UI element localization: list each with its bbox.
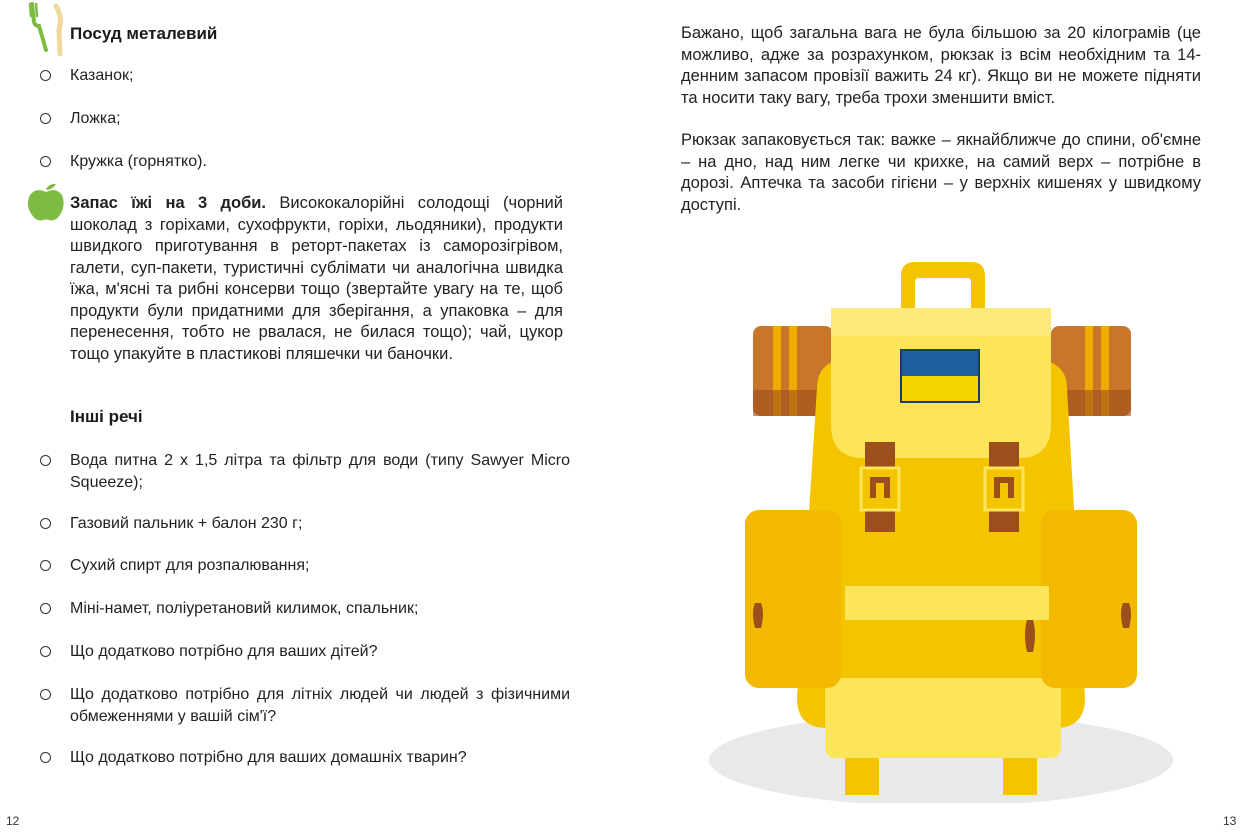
top-handle xyxy=(901,262,985,314)
bullet-circle xyxy=(40,518,51,529)
food-supply-text: Висококалорійні солодощі (чорний шоколад з горіхами, сухофрукти, горіхи, льодяники), продукти швидкого приготування в реторт-пакетах із саморозігрівом, галети, суп-пакети, туристичні сублімати чи аналогічна швидка їжа, м'ясні та рибні консерви тощо (звертайте увагу на те, щоб продукти були придатними для зберігання, а упаковка – для перенесення, тобто не рвалася, не билася тощо); чай, цукор тощо упакуйте в пластикові пляшечки чи баночки. xyxy=(70,194,563,363)
list-item: Вода питна 2 х 1,5 літра та фільтр для води (типу Sawyer Micro Squeeze); xyxy=(40,450,570,494)
foot-left xyxy=(845,753,879,795)
backpack-illustration xyxy=(705,258,1175,803)
section-heading-other: Інші речі xyxy=(70,407,143,426)
list-item: Казанок; xyxy=(40,65,570,87)
weight-paragraph: Бажано, щоб загальна вага не була більшою за 20 кілограмів (це можливо, адже за розрахунком, рюкзак із всім необхідним та 14-денним запасом провізії важить 24 кг). Якщо ви не можете підняти та носити таку вагу, треба трохи зменшити вміст. xyxy=(681,24,1201,107)
right-page xyxy=(625,0,1250,833)
bullet-circle xyxy=(40,455,51,466)
bullet-circle xyxy=(40,752,51,763)
buckle-left xyxy=(861,468,899,510)
page-number-right: 13 xyxy=(1223,814,1237,828)
list-item: Що додатково потрібно для ваших домашніх тварин? xyxy=(40,747,570,769)
foot-right xyxy=(1003,753,1037,795)
buckle-right xyxy=(985,468,1023,510)
bullet-circle xyxy=(40,560,51,571)
section-heading-utensils: Посуд металевий xyxy=(70,24,218,43)
list-item: Газовий пальник + балон 230 г; xyxy=(40,513,570,535)
bullet-circle xyxy=(40,113,51,124)
list-item: Ложка; xyxy=(40,108,570,130)
bullet-circle xyxy=(40,603,51,614)
list-item: Сухий спирт для розпалювання; xyxy=(40,555,570,577)
food-supply-paragraph xyxy=(70,193,563,365)
bullet-circle xyxy=(40,646,51,657)
bullet-circle xyxy=(40,689,51,700)
front-pocket-zipper xyxy=(845,586,1049,620)
apple-icon xyxy=(26,181,66,223)
fork-knife-icon xyxy=(26,2,68,56)
list-item: Міні-намет, поліуретановий килимок, спальник; xyxy=(40,598,570,620)
food-supply-title: Запас їжі на 3 доби. xyxy=(70,194,266,212)
list-item: Що додатково потрібно для літніх людей чи людей з фізичними обмеженнями у вашій сім'ї? xyxy=(40,684,570,728)
list-item: Що додатково потрібно для ваших дітей? xyxy=(40,641,570,663)
page-number-left: 12 xyxy=(6,814,20,828)
bullet-circle xyxy=(40,156,51,167)
list-item: Кружка (горнятко). xyxy=(40,151,570,173)
bullet-circle xyxy=(40,70,51,81)
packing-paragraph: Рюкзак запаковується так: важке – якнайближче до спини, об'ємне – на дно, над ним легке чи крихке, на самий верх – потрібне в дорозі. Аптечка та засоби гігієни – у верхніх кишенях у швидкому доступі. xyxy=(681,131,1201,214)
